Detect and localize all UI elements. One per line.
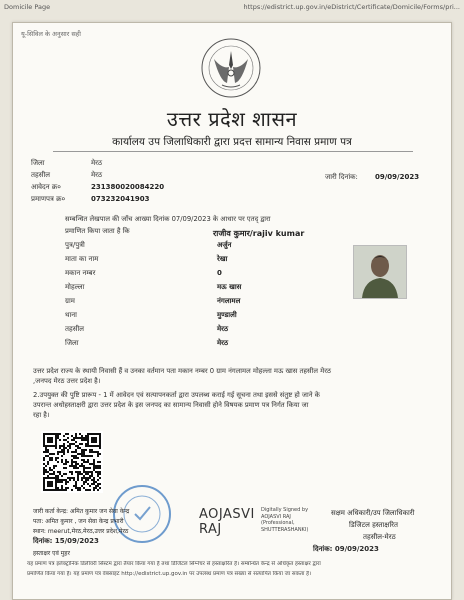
applicant-photo bbox=[353, 245, 407, 299]
authority-date: दिनांक: 09/09/2023 bbox=[313, 545, 379, 553]
tehsil-value: मेरठ bbox=[91, 171, 103, 179]
detail-value-tehsil: मेरठ bbox=[217, 325, 229, 333]
detail-value-house: 0 bbox=[217, 269, 222, 277]
application-no-value: 231380020084220 bbox=[91, 183, 165, 191]
statement-line-4: उपरान्त अधोहस्ताक्षरी द्वारा उत्तर प्रदेश के इस जनपद का सामान्य निवासी होने विषयक प्रमाण पत्र निर्गत किया जा bbox=[33, 401, 309, 409]
digital-signature-line-2: AOJASVI RAJ bbox=[261, 513, 291, 520]
application-no-label: आवेदन क्र० bbox=[31, 183, 61, 191]
up-government-emblem-icon bbox=[200, 37, 262, 99]
detail-value-mother: रेखा bbox=[217, 255, 228, 263]
digital-signature-line-4: SHUTTERASHANKI) bbox=[261, 526, 309, 533]
statement-line-5: रहा है। bbox=[33, 411, 50, 419]
detail-label-district: जिला bbox=[65, 339, 79, 347]
issue-date-value: 09/09/2023 bbox=[375, 173, 420, 181]
authority-digital-signed: डिजिटल हस्ताक्षरित bbox=[349, 521, 398, 529]
issuer-center: जारी कर्ता केन्द्र: अमित कुमार जन सेवा केन्द्र bbox=[33, 508, 130, 515]
detail-label-parent: पुत्र/पुत्री bbox=[65, 241, 85, 249]
certificate-no-label: प्रमाणपत्र क्र० bbox=[31, 195, 66, 203]
detail-label-police-station: थाना bbox=[65, 311, 77, 319]
digital-signature-line-1: Digitally Signed by bbox=[261, 507, 309, 513]
authority-designation: सक्षम अधिकारी/उप जिलाधिकारी bbox=[331, 509, 415, 517]
statement-line-2: ,जनपद मेरठ उत्तर प्रदेश है। bbox=[33, 377, 101, 385]
detail-value-parent: अर्जुन bbox=[217, 241, 232, 249]
verification-note: यू-सिविल के अनुसार सही bbox=[21, 30, 81, 38]
heading-divider bbox=[53, 151, 413, 152]
document-subheading: कार्यालय उप जिलाधिकारी द्वारा प्रदत्त सामान्य निवास प्रमाण पत्र bbox=[112, 136, 352, 148]
digital-signature-details bbox=[261, 507, 308, 533]
certificate-sheet bbox=[12, 22, 452, 600]
print-url: https://edistrict.up.gov.in/eDistrict/Certificate/Domicile/Forms/pri... bbox=[243, 3, 460, 11]
intro-line-1: सम्बन्धित लेखपाल की जाँच आख्या दिनांक 07/09/2023 के आधार पर एतद् द्वारा bbox=[65, 215, 271, 223]
print-header bbox=[0, 0, 464, 14]
intro-line-2: प्रमाणित किया जाता है कि bbox=[65, 227, 130, 235]
issuer-location: स्थान: meerut,मेरठ,मेरठ,उत्तर प्रदेश,मेरठ bbox=[33, 528, 129, 535]
district-label: जिला bbox=[31, 159, 45, 167]
detail-value-district: मेरठ bbox=[217, 339, 229, 347]
verification-qr-code[interactable] bbox=[41, 431, 103, 493]
issuer-signature-label: हस्ताक्षर एवं मुहर bbox=[33, 550, 70, 557]
detail-label-house: मकान नम्बर bbox=[65, 269, 96, 277]
district-value: मेरठ bbox=[91, 159, 103, 167]
footer-line-2: प्रमाणित किया गया है। यह प्रमाण पत्र वेबसाइट http://edistrict.up.gov.in पर उपलब्ध प्रमाण पत्र संख्या से सत्यापित किया जा सकता है। bbox=[27, 571, 312, 577]
statement-line-1: उत्तर प्रदेश राज्य के स्थायी निवासी हैं व उनका वर्तमान पता मकान नम्बर 0 ग्राम नंगलामल मोहल्ला मऊ खास तहसील मेरठ bbox=[33, 367, 331, 375]
detail-label-mother: माता का नाम bbox=[65, 255, 99, 263]
footer-line-1: यह प्रमाण पत्र इलेक्ट्रॉनिक डिलीवरी सिस्टम द्वारा तैयार किया गया है तथा डिजिटल सिग्नेचर से हस्ताक्षरित है। सम्बन्धित केन्द्र से अधिकृत हस्ताक्षर द्वारा bbox=[27, 561, 321, 567]
document-heading: उत्तर प्रदेश शासन bbox=[166, 107, 298, 131]
detail-value-locality: मऊ खास bbox=[217, 283, 242, 291]
authority-tehsil: तहसील-मेरठ bbox=[363, 533, 396, 541]
detail-label-tehsil: तहसील bbox=[65, 325, 84, 333]
detail-value-village: नंगलामल bbox=[217, 297, 241, 305]
detail-value-police-station: मुण्डाली bbox=[217, 311, 237, 319]
issuer-address: पता: अमित कुमार , जन सेवा केन्द्र प्रभारी bbox=[33, 518, 124, 525]
tehsil-label: तहसील bbox=[31, 171, 50, 179]
detail-label-locality: मोहल्ला bbox=[65, 283, 85, 291]
detail-label-village: ग्राम bbox=[65, 297, 75, 305]
digital-signer-name: AOJASVI RAJ bbox=[199, 507, 255, 537]
statement-line-3: 2.उपयुक्त की पुष्टि प्रारूप - 1 में आवेदन एवं सत्यापनकर्ता द्वारा उपलब्ध कराई गई सूचना तथा इससे संतुष्ट हो जाने के bbox=[33, 391, 320, 399]
print-page-title: Domicile Page bbox=[4, 3, 51, 11]
applicant-name: राजीव कुमार/rajiv kumar bbox=[213, 229, 305, 238]
certificate-no-value: 073232041903 bbox=[91, 195, 150, 203]
issue-date-label: जारी दिनांक: bbox=[325, 173, 358, 181]
issuer-date: दिनांक: 15/09/2023 bbox=[33, 537, 99, 545]
digital-signature-line-3: (Professional, bbox=[261, 520, 295, 526]
